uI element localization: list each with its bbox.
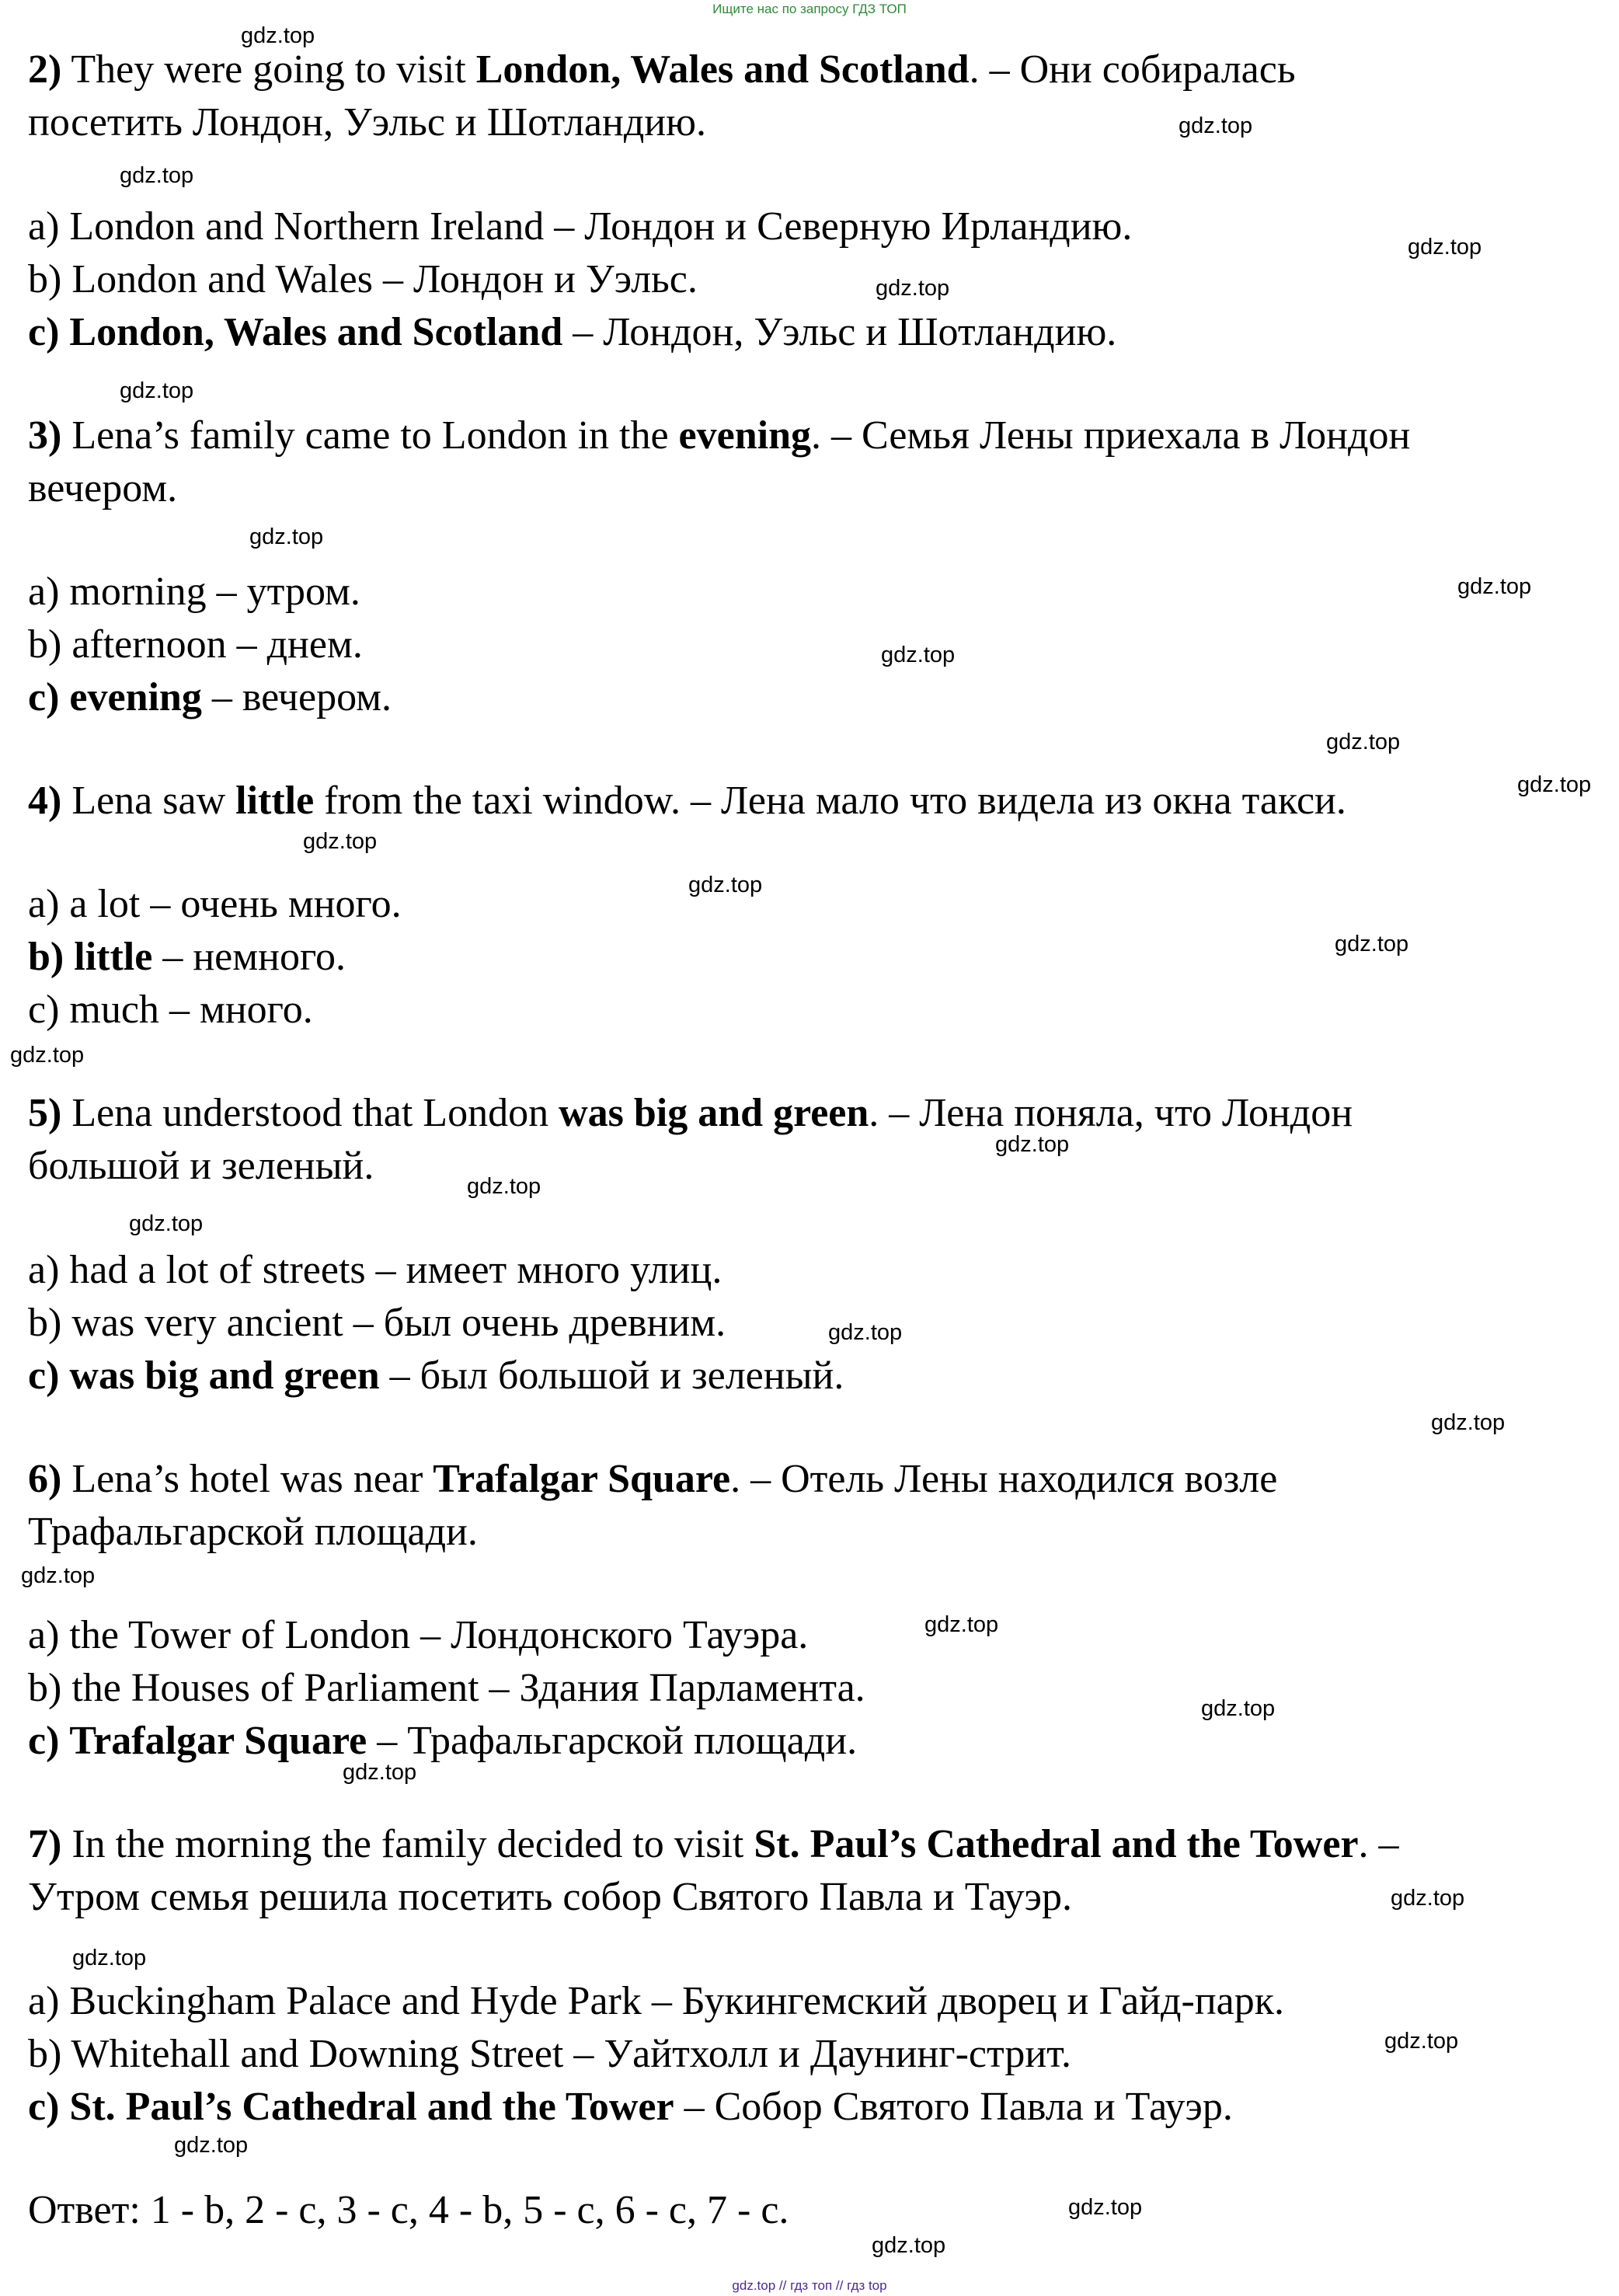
q6-option-b bbox=[28, 1662, 865, 1715]
question-2-stem-cont: посетить Лондон, Уэльс и Шотландию. bbox=[28, 100, 706, 145]
watermark: gdz.top bbox=[174, 2133, 249, 2158]
option-letter: c) bbox=[28, 310, 60, 354]
option-key: was very ancient bbox=[71, 1301, 343, 1345]
q2-option-b bbox=[28, 253, 698, 306]
option-key: a lot bbox=[69, 882, 141, 926]
option-key: was big and green bbox=[69, 1354, 380, 1398]
watermark: gdz.top bbox=[120, 378, 194, 403]
q5-option-a bbox=[28, 1244, 722, 1297]
watermark: gdz.top bbox=[1201, 1696, 1276, 1721]
watermark: gdz.top bbox=[1457, 574, 1532, 599]
question-7-stem bbox=[28, 1818, 1399, 1871]
watermark: gdz.top bbox=[1384, 2029, 1459, 2054]
watermark: gdz.top bbox=[1408, 235, 1482, 260]
option-key: Trafalgar Square bbox=[69, 1719, 367, 1763]
option-letter: b) bbox=[28, 1666, 62, 1710]
stem-text: In the morning the family decided to visit bbox=[71, 1822, 744, 1866]
option-key: evening bbox=[69, 675, 202, 719]
q7-option-a bbox=[28, 1975, 1284, 2028]
watermark: gdz.top bbox=[343, 1760, 417, 1785]
watermark: gdz.top bbox=[241, 23, 315, 48]
stem-key: London, Wales and Scotland bbox=[475, 47, 970, 92]
watermark: gdz.top bbox=[467, 1174, 541, 1199]
question-4-stem bbox=[28, 775, 1346, 827]
watermark: gdz.top bbox=[995, 1132, 1070, 1157]
option-letter: c) bbox=[28, 988, 60, 1032]
question-number: 2) bbox=[28, 47, 62, 92]
question-number: 5) bbox=[28, 1091, 62, 1135]
option-text: – Лондон и Северную Ирландию. bbox=[554, 204, 1133, 249]
option-key: St. Paul’s Cathedral and the Tower bbox=[69, 2085, 674, 2129]
question-6-stem-cont: Трафальгарской площади. bbox=[28, 1510, 478, 1554]
option-key: Buckingham Palace and Hyde Park bbox=[69, 1979, 642, 2023]
option-text: – Лондонского Тауэра. bbox=[420, 1613, 809, 1657]
option-text: – Букингемский дворец и Гайд-парк. bbox=[651, 1979, 1284, 2023]
question-2-stem bbox=[28, 44, 1296, 96]
option-text: – много. bbox=[169, 988, 313, 1032]
option-letter: b) bbox=[28, 622, 62, 667]
option-text: – Лондон, Уэльс и Шотландию. bbox=[573, 310, 1117, 354]
q5-option-c-correct bbox=[28, 1350, 844, 1402]
watermark: gdz.top bbox=[1179, 113, 1253, 138]
option-letter: a) bbox=[28, 882, 60, 926]
answer-line: Ответ: 1 - b, 2 - c, 3 - c, 4 - b, 5 - c, 6 - c, 7 - c. bbox=[28, 2188, 789, 2232]
stem-text: Lena’s hotel was near bbox=[71, 1457, 423, 1501]
question-3-stem-cont: вечером. bbox=[28, 466, 178, 510]
option-text: – немного. bbox=[162, 935, 346, 979]
q7-option-b bbox=[28, 2028, 1071, 2081]
stem-text: from the taxi window. – Лена мало что видела из окна такси. bbox=[324, 779, 1346, 823]
stem-key: St. Paul’s Cathedral and the Tower bbox=[754, 1822, 1359, 1866]
watermark: gdz.top bbox=[1517, 772, 1592, 797]
question-number: 3) bbox=[28, 413, 62, 458]
stem-key: Trafalgar Square bbox=[433, 1457, 731, 1501]
watermark: gdz.top bbox=[21, 1563, 96, 1588]
watermark: gdz.top bbox=[688, 873, 763, 897]
option-letter: c) bbox=[28, 2085, 60, 2129]
option-key: afternoon bbox=[71, 622, 227, 667]
header-note: Ищите нас по запросу ГДЗ ТОП bbox=[712, 2, 907, 16]
stem-text: . – Лена поняла, что Лондон bbox=[869, 1091, 1353, 1135]
question-6-stem bbox=[28, 1453, 1277, 1506]
option-letter: b) bbox=[28, 1301, 62, 1345]
question-5-stem-cont: большой и зеленый. bbox=[28, 1144, 374, 1188]
watermark: gdz.top bbox=[303, 829, 378, 854]
stem-text: They were going to visit bbox=[71, 47, 466, 92]
watermark: gdz.top bbox=[249, 524, 324, 549]
option-text: – утром. bbox=[216, 570, 360, 614]
stem-text: . – Семья Лены приехала в Лондон bbox=[811, 413, 1411, 458]
watermark: gdz.top bbox=[1068, 2195, 1143, 2220]
watermark: gdz.top bbox=[828, 1320, 903, 1345]
option-text: – Собор Святого Павла и Тауэр. bbox=[684, 2085, 1233, 2129]
watermark: gdz.top bbox=[1326, 730, 1401, 754]
watermark: gdz.top bbox=[1391, 1886, 1465, 1911]
q2-option-c-correct bbox=[28, 306, 1116, 359]
option-key: much bbox=[69, 988, 159, 1032]
option-key: London and Wales bbox=[71, 257, 373, 301]
watermark: gdz.top bbox=[10, 1043, 85, 1068]
q4-option-b-correct bbox=[28, 931, 346, 984]
watermark: gdz.top bbox=[876, 276, 950, 301]
option-text: – вечером. bbox=[211, 675, 392, 719]
stem-text: Lena saw bbox=[71, 779, 226, 823]
stem-text: Lena’s family came to London in the bbox=[71, 413, 669, 458]
option-letter: a) bbox=[28, 1248, 60, 1292]
option-letter: b) bbox=[28, 935, 64, 979]
q2-option-a bbox=[28, 200, 1132, 253]
stem-key: little bbox=[235, 779, 315, 823]
option-text: – очень много. bbox=[150, 882, 402, 926]
question-7-stem-cont: Утром семья решила посетить собор Святого Павла и Тауэр. bbox=[28, 1875, 1072, 1919]
option-key: morning bbox=[69, 570, 207, 614]
watermark: gdz.top bbox=[1431, 1410, 1506, 1435]
q3-option-c-correct bbox=[28, 671, 392, 724]
question-3-stem bbox=[28, 409, 1410, 462]
footer-note: gdz.top // гдз топ // гдз top bbox=[732, 2278, 887, 2293]
option-key: the Houses of Parliament bbox=[71, 1666, 479, 1710]
option-key: Whitehall and Downing Street bbox=[71, 2032, 564, 2076]
option-text: – Уайтхолл и Даунинг-стрит. bbox=[573, 2032, 1071, 2076]
option-text: – Трафальгарской площади. bbox=[377, 1719, 858, 1763]
option-letter: a) bbox=[28, 570, 60, 614]
question-number: 7) bbox=[28, 1822, 62, 1866]
watermark: gdz.top bbox=[924, 1612, 999, 1637]
stem-text: Lena understood that London bbox=[71, 1091, 549, 1135]
option-text: – днем. bbox=[236, 622, 363, 667]
q7-option-c-correct bbox=[28, 2081, 1233, 2134]
question-5-stem bbox=[28, 1087, 1353, 1140]
watermark: gdz.top bbox=[129, 1211, 204, 1236]
option-key: the Tower of London bbox=[69, 1613, 411, 1657]
stem-text: . – bbox=[1358, 1822, 1399, 1866]
option-letter: a) bbox=[28, 1979, 60, 2023]
stem-text: . – Отель Лены находился возле bbox=[730, 1457, 1278, 1501]
option-key: little bbox=[74, 935, 153, 979]
option-letter: a) bbox=[28, 1613, 60, 1657]
option-letter: b) bbox=[28, 257, 62, 301]
option-text: – был большой и зеленый. bbox=[389, 1354, 844, 1398]
option-key: London and Northern Ireland bbox=[69, 204, 545, 249]
option-text: – имеет много улиц. bbox=[375, 1248, 722, 1292]
option-text: – Здания Парламента. bbox=[489, 1666, 865, 1710]
q4-option-c bbox=[28, 984, 313, 1037]
stem-text: . – Они собиралась bbox=[969, 47, 1296, 92]
watermark: gdz.top bbox=[72, 1946, 147, 1970]
stem-key: evening bbox=[678, 413, 811, 458]
option-key: had a lot of streets bbox=[69, 1248, 366, 1292]
option-letter: c) bbox=[28, 1354, 60, 1398]
option-letter: c) bbox=[28, 675, 60, 719]
watermark: gdz.top bbox=[1335, 932, 1409, 956]
option-letter: a) bbox=[28, 204, 60, 249]
q4-option-a bbox=[28, 878, 402, 931]
watermark: gdz.top bbox=[881, 643, 956, 667]
option-text: – Лондон и Уэльс. bbox=[383, 257, 698, 301]
question-number: 6) bbox=[28, 1457, 62, 1501]
option-letter: b) bbox=[28, 2032, 62, 2076]
option-key: London, Wales and Scotland bbox=[69, 310, 563, 354]
option-text: – был очень древним. bbox=[353, 1301, 726, 1345]
watermark: gdz.top bbox=[872, 2233, 946, 2258]
q3-option-b bbox=[28, 618, 363, 671]
q5-option-b bbox=[28, 1297, 726, 1350]
q6-option-a bbox=[28, 1609, 808, 1662]
q6-option-c-correct bbox=[28, 1715, 857, 1768]
watermark: gdz.top bbox=[120, 163, 194, 188]
q3-option-a bbox=[28, 566, 360, 618]
question-number: 4) bbox=[28, 779, 62, 823]
option-letter: c) bbox=[28, 1719, 60, 1763]
stem-key: was big and green bbox=[559, 1091, 869, 1135]
